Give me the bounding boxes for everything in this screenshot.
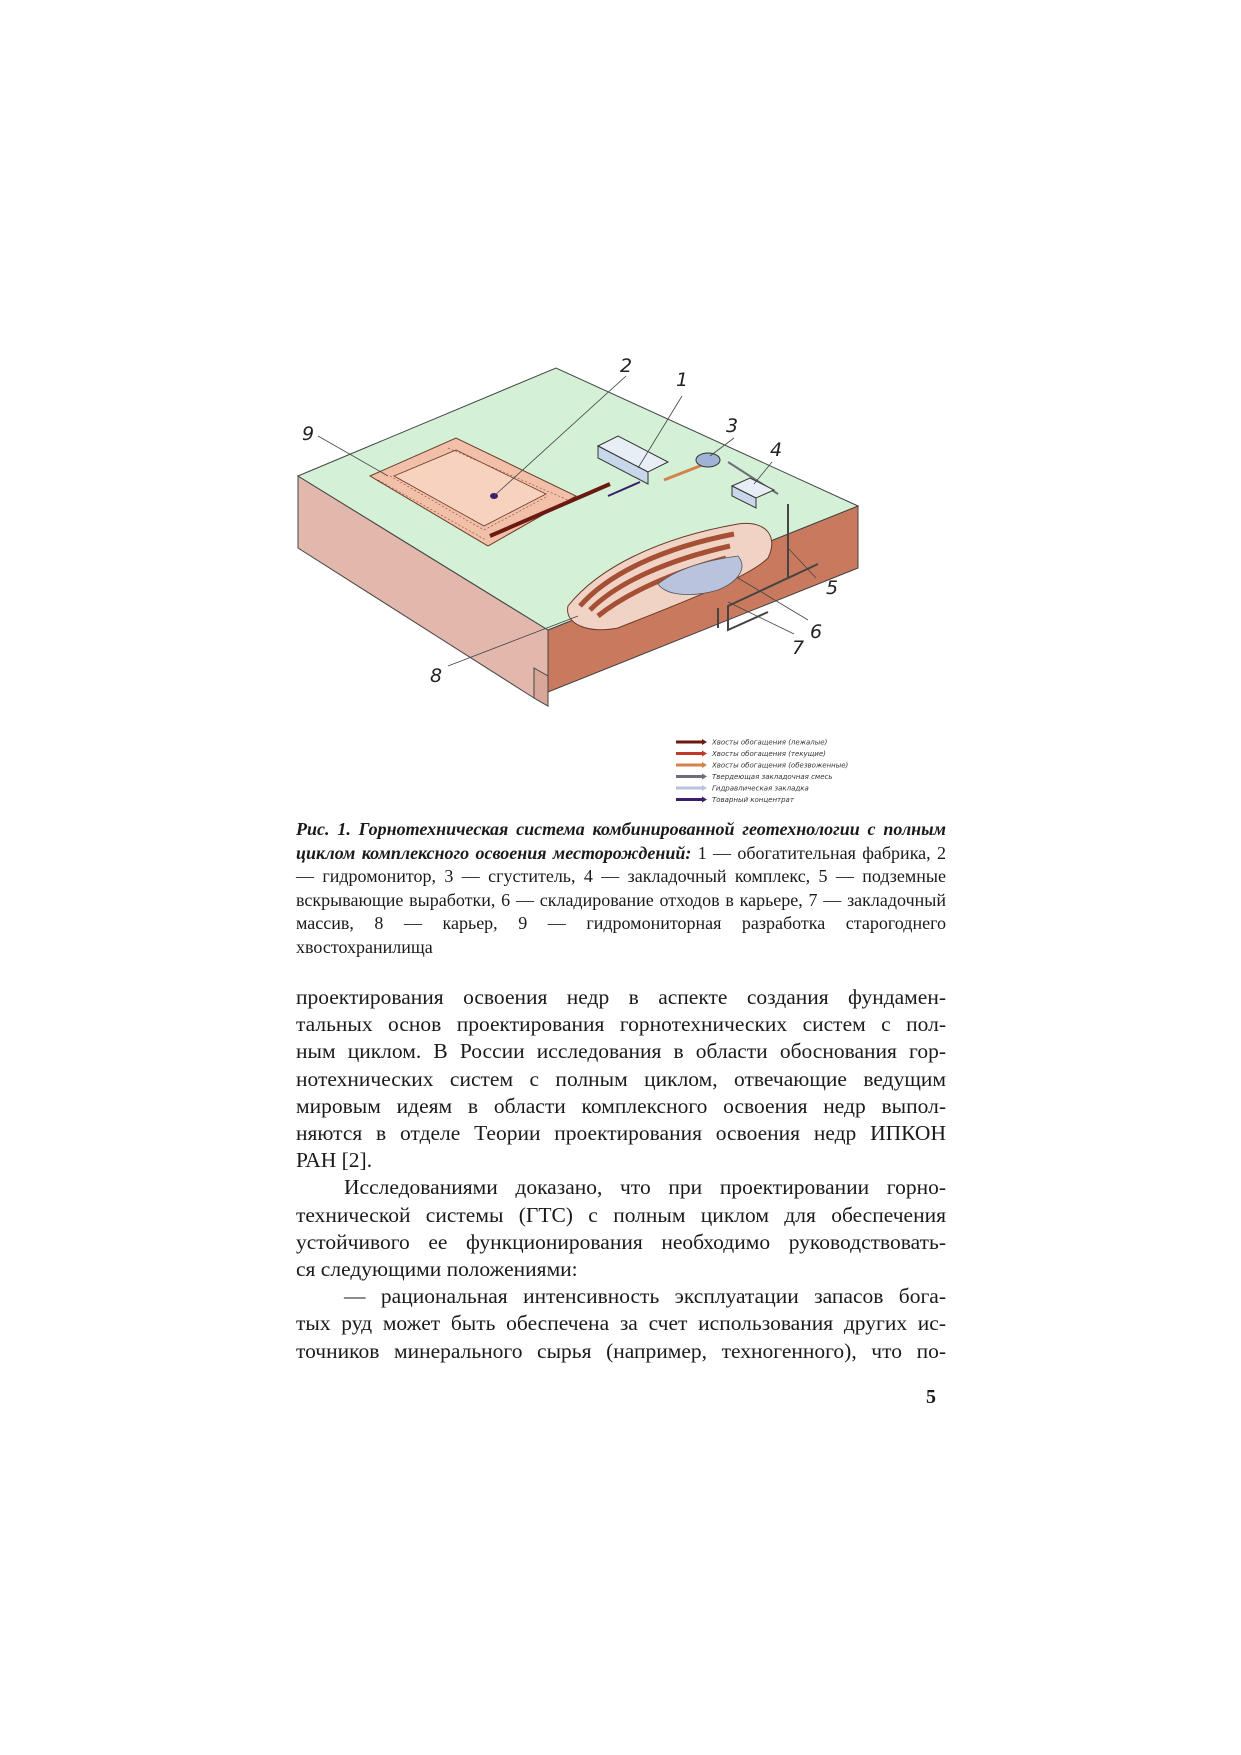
legend-label: Хвосты обогащения (обезвоженные) — [712, 761, 849, 770]
legend-label: Гидравлическая закладка — [712, 784, 809, 793]
callout-8: 8 — [430, 665, 443, 687]
legend-arrowhead — [702, 762, 707, 768]
legend-arrowhead — [702, 751, 707, 757]
legend-label: Товарный концентрат — [712, 796, 794, 804]
callout-7: 7 — [792, 637, 805, 659]
legend-label: Твердеющая закладочная смесь — [712, 773, 833, 781]
body-line: ся следующими положениями: — [296, 1257, 578, 1282]
callout-5: 5 — [826, 577, 839, 599]
body-line: мировым идеям в области комплексного освоения недр выпол- — [296, 1093, 946, 1118]
body-line: точников минерального сырья (например, техногенного), что по- — [296, 1338, 946, 1363]
body-line: няются в отделе Теории проектирования освоения недр ИПКОН — [296, 1121, 946, 1146]
body-line: Исследованиями доказано, что при проектировании горно- — [344, 1175, 946, 1200]
callout-6: 6 — [810, 621, 823, 643]
body-line: ным циклом. В России исследования в области обоснования гор- — [296, 1039, 946, 1064]
body-line: нотехнических систем с полным циклом, отвечающие ведущим — [296, 1066, 946, 1091]
legend-arrowhead — [702, 785, 707, 791]
body-line: технической системы (ГТС) с полным циклом для обеспечения — [296, 1202, 946, 1227]
callout-3: 3 — [726, 415, 739, 437]
body-line: — рациональная интенсивность эксплуатации запасов бога- — [344, 1284, 946, 1309]
page-number: 5 — [926, 1386, 936, 1408]
figure-legend — [676, 739, 849, 805]
legend-label: Хвосты обогащения (текущие) — [712, 750, 826, 758]
callout-4: 4 — [770, 439, 783, 461]
body-text — [296, 984, 946, 1365]
body-line: проектирования освоения недр в аспекте создания фундамен- — [296, 985, 946, 1009]
callout-1: 1 — [676, 369, 689, 391]
caption-text: 1 — обогатительная фабрика, 2 — гидромонитор, 3 — сгуститель, 4 — закладочный комплекс, 5 — подземные вскрывающие выработки, 6 — складирование отходов в карьере, 7 — закладочный массив, 8 — карьер, 9 — гидромониторная разработка старогоднего хвостохранилища — [296, 842, 946, 957]
callout-2: 2 — [620, 355, 633, 377]
body-line: РАН [2]. — [296, 1148, 373, 1173]
body-line: тых руд может быть обеспечена за счет использования других ис- — [296, 1311, 946, 1336]
legend-arrowhead — [702, 739, 707, 745]
figure-mining-system — [298, 355, 958, 818]
caption-lead: Рис. 1. Горнотехническая система комбинированной геотехнологии с полным циклом комплексного освоения месторождений: — [296, 819, 946, 863]
legend-arrowhead — [702, 774, 707, 780]
body-line: тальных основ проектирования горнотехнических систем с пол- — [296, 1012, 946, 1037]
figure-caption — [296, 818, 946, 959]
legend-arrowhead — [702, 797, 707, 803]
callout-9: 9 — [302, 423, 315, 445]
legend-label: Хвосты обогащения (лежалые) — [712, 738, 828, 747]
body-line: устойчивого ее функционирования необходимо руководствовать- — [296, 1229, 946, 1254]
thickener — [696, 453, 720, 467]
